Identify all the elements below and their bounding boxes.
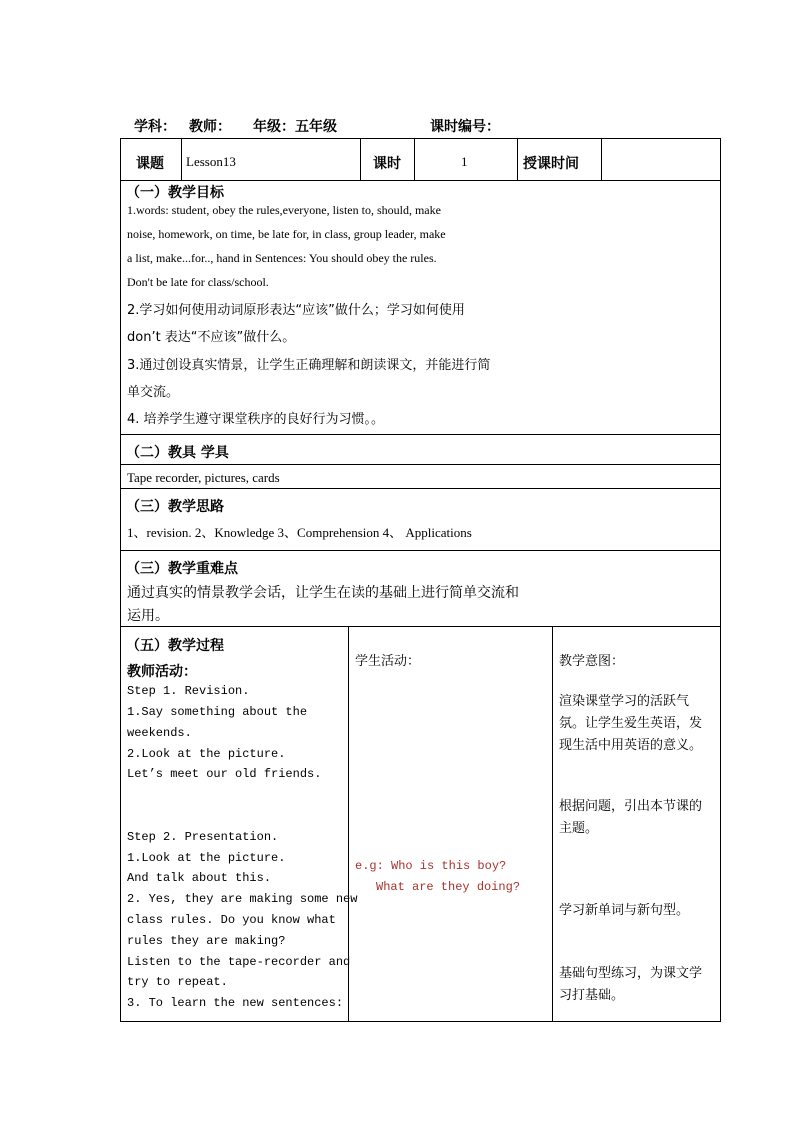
- objective-line: 3.通过创设真实情景，让学生正确理解和朗读课文，并能进行简: [127, 358, 491, 373]
- teaching-intent-line: 渲染课堂学习的活跃气: [559, 694, 690, 709]
- divider: [120, 434, 721, 435]
- student-activity-line: What are they doing?: [376, 880, 521, 894]
- teacher-activity-line: Listen to the tape-recorder and: [127, 955, 351, 969]
- teaching-intent-line: 学习新单词与新句型。: [559, 903, 690, 918]
- teaching-intent-line: 主题。: [559, 821, 599, 836]
- objectives-title: （一）教学目标: [126, 185, 224, 201]
- divider: [414, 138, 415, 180]
- divider: [120, 464, 721, 465]
- student-activity-label: 学生活动：: [355, 654, 421, 669]
- objective-line: noise, homework, on time, be late for, in class, group leader, make: [127, 227, 446, 241]
- divider: [181, 138, 182, 180]
- divider: [120, 180, 721, 181]
- header-line: [0, 116, 794, 134]
- teacher-activity-line: 3. To learn the new sentences:: [127, 996, 344, 1010]
- aids-content: Tape recorder, pictures, cards: [127, 470, 280, 485]
- aids-title: （二）教具 学具: [126, 445, 229, 461]
- teacher-activity-line: Step 2. Presentation.: [127, 830, 279, 844]
- teaching-intent-line: 习打基础。: [559, 988, 625, 1003]
- teacher-activity-line: Step 1. Revision.: [127, 684, 250, 698]
- divider: [360, 138, 361, 180]
- teacher-activity-line: 2.Look at the picture.: [127, 747, 286, 761]
- teacher-activity-line: 2. Yes, they are making some new: [127, 892, 358, 906]
- period-label: 课时: [373, 156, 401, 172]
- divider: [120, 488, 721, 489]
- teacher-activity-line: And talk about this.: [127, 871, 272, 885]
- teacher-activity-line: rules they are making?: [127, 934, 286, 948]
- teaching-intent-line: 氛。让学生爱生英语，发: [559, 716, 703, 731]
- teaching-intent-line: 根据问题，引出本节课的: [559, 799, 703, 814]
- topic-value: Lesson13: [186, 154, 236, 169]
- objective-line: a list, make...for.., hand in Sentences: You should obey the rules.: [127, 251, 437, 265]
- teacher-activity-line: Let’s meet our old friends.: [127, 767, 322, 781]
- time-label: 授课时间: [523, 156, 579, 172]
- divider: [601, 138, 602, 180]
- teacher-activity-line: class rules. Do you know what: [127, 913, 336, 927]
- teacher-activity-line: 1.Say something about the: [127, 705, 308, 719]
- student-activity-line: e.g: Who is this boy?: [355, 859, 507, 873]
- teacher-activity-line: 1.Look at the picture.: [127, 851, 286, 865]
- key-points-title: （三）教学重难点: [126, 561, 238, 577]
- divider: [517, 138, 518, 180]
- objective-line: 4. 培养学生遵守课堂秩序的良好行为习惯。。: [127, 412, 385, 427]
- teacher-activity-line: try to repeat.: [127, 975, 228, 989]
- period-value: 1: [461, 154, 468, 169]
- teacher-activity-label: 教师活动：: [127, 664, 197, 680]
- objective-line: 1.words: student, obey the rules,everyone, listen to, should, make: [127, 203, 441, 217]
- grade-label: 年级：五年级: [253, 119, 337, 135]
- objective-line: 单交流。: [127, 385, 180, 400]
- objective-line: Don't be late for class/school.: [127, 275, 269, 289]
- divider: [120, 550, 721, 551]
- objective-line: don’t 表达“不应该”做什么。: [127, 330, 296, 345]
- teacher-label: 教师：: [189, 119, 231, 135]
- key-points-line: 通过真实的情景教学会话，让学生在读的基础上进行简单交流和: [127, 585, 519, 601]
- teaching-intent-line: 现生活中用英语的意义。: [559, 738, 703, 753]
- teacher-activity-line: weekends.: [127, 726, 192, 740]
- subject-label: 学科：: [134, 119, 176, 135]
- process-title: （五）教学过程: [126, 638, 224, 654]
- lesson-number-label: 课时编号：: [430, 119, 500, 135]
- divider: [120, 626, 721, 627]
- topic-label: 课题: [136, 156, 164, 172]
- teaching-intent-label: 教学意图：: [559, 654, 625, 669]
- teaching-intent-line: 基础句型练习，为课文学: [559, 966, 703, 981]
- divider: [552, 626, 553, 1022]
- key-points-line: 运用。: [127, 608, 169, 624]
- approach-content: 1、revision. 2、Knowledge 3、Comprehension 4、 Applications: [127, 525, 472, 540]
- objective-line: 2.学习如何使用动词原形表达“应该”做什么；学习如何使用: [127, 303, 465, 318]
- approach-title: （三）教学思路: [126, 499, 224, 515]
